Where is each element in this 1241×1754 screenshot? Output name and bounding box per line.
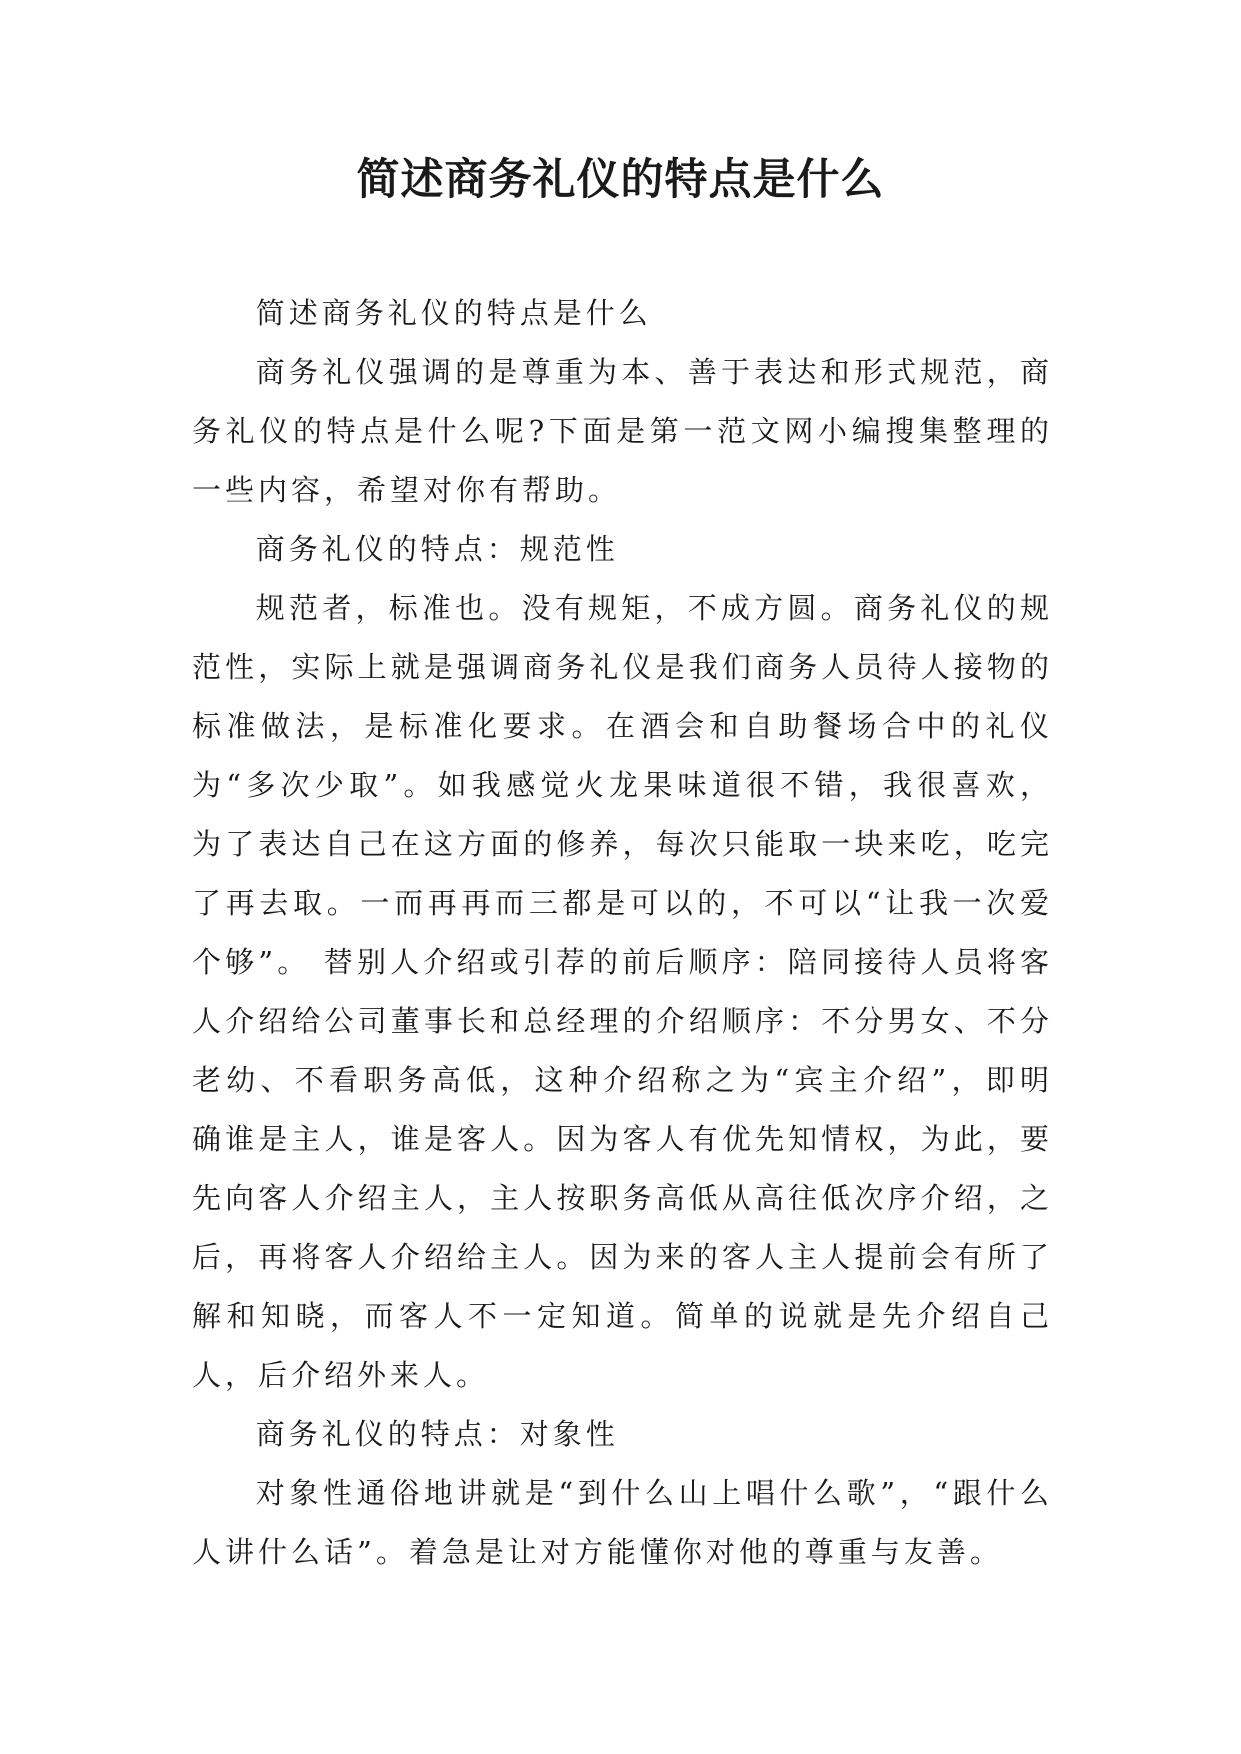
section-heading-targeting: 商务礼仪的特点：对象性	[255, 1417, 619, 1451]
section-heading-normativity: 商务礼仪的特点：规范性	[255, 532, 619, 566]
section-paragraph-targeting: 对象性通俗地讲就是“到什么山上唱什么歌”，“跟什么人讲什么话”。着急是让对方能懂你对他的尊重与友善。	[192, 1476, 1053, 1569]
document-title: 简述商务礼仪的特点是什么	[356, 155, 885, 205]
section-paragraph-normativity: 规范者，标准也。没有规矩，不成方圆。商务礼仪的规范性，实际上就是强调商务礼仪是我们商务人员待人接物的标准做法，是标准化要求。在酒会和自助餐场合中的礼仪为“多次少取”。如我感觉火龙果味道很不错，我很喜欢，为了表达自己在这方面的修养，每次只能取一块来吃，吃完了再去取。一而再再而三都是可以的，不可以“让我一次爱个够”。 替别人介绍或引荐的前后顺序：陪同接待人员将客人介绍给公司董事长和总经理的介绍顺序：不分男女、不分老幼、不看职务高低，这种介绍称之为“宾主介绍”，即明确谁是主人，谁是客人。因为客人有优先知情权，为此，要先向客人介绍主人，主人按职务高低从高往低次序介绍，之后，再将客人介绍给主人。因为来的客人主人提前会有所了解和知晓，而客人不一定知道。简单的说就是先介绍自己人，后介绍外来人。	[192, 591, 1053, 1392]
intro-heading: 简述商务礼仪的特点是什么	[255, 296, 652, 330]
intro-paragraph: 商务礼仪强调的是尊重为本、善于表达和形式规范，商务礼仪的特点是什么呢?下面是第一范文网小编搜集整理的一些内容，希望对你有帮助。	[192, 355, 1053, 507]
document-body	[192, 284, 1053, 1582]
